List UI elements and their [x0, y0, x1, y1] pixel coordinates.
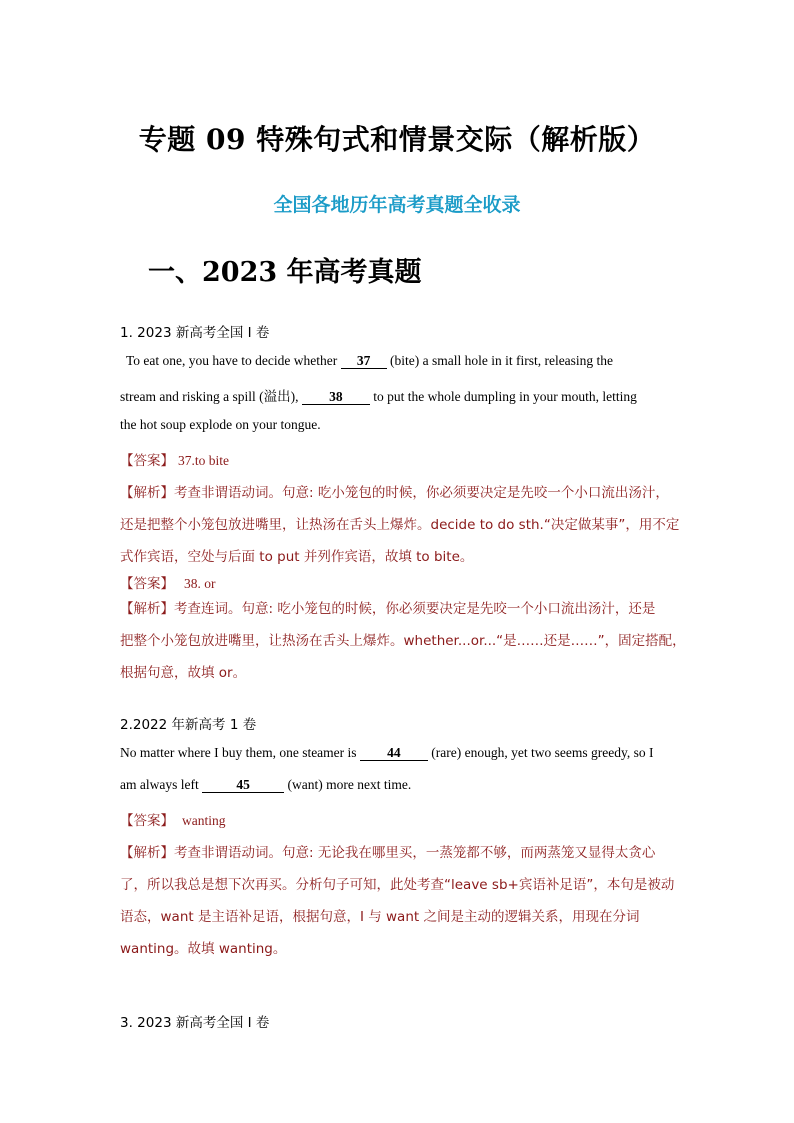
analysis-label: 【解析】: [120, 601, 174, 617]
answer-45: [120, 809, 226, 829]
question-1-line-2: [120, 385, 637, 405]
analysis-38-line-1: [120, 597, 655, 617]
question-3-header: 3. 2023 新高考全国 I 卷: [120, 1015, 270, 1031]
document-title: 专题 09 特殊句式和情景交际（解析版）: [138, 123, 656, 156]
q2-text: (rare) enough, yet two seems greedy, so I: [427, 745, 654, 760]
answer-label: 【答案】: [120, 453, 174, 469]
question-2-line-1: [120, 745, 653, 761]
analysis-37-line-1: [120, 481, 669, 501]
answer-label: 【答案】: [120, 576, 174, 592]
blank-45: 45: [202, 777, 284, 793]
q1-text: stream and risking a spill (溢出),: [120, 389, 302, 404]
analysis-45-line-1: [120, 841, 655, 861]
answer-value: wanting: [182, 813, 226, 828]
q1-text: to put the whole dumpling in your mouth, letting: [369, 389, 637, 404]
analysis-label: 【解析】: [120, 845, 174, 861]
analysis-37-line-2: 还是把整个小笼包放进嘴里，让热汤在舌头上爆炸。decide to do sth.“决定做某事”，用不定: [120, 517, 680, 533]
question-1-line-3: the hot soup explode on your tongue.: [120, 417, 321, 432]
analysis-45-line-2: 了，所以我总是想下次再买。分析句子可知，此处考查“leave sb+宾语补足语”，本句是被动: [120, 877, 675, 893]
answer-value: 38. or: [184, 576, 216, 591]
answer-value: 37.to bite: [178, 453, 229, 468]
analysis-text: 考查非谓语动词。句意: 吃小笼包的时候，你必须要决定是先咬一个小口流出汤汁，: [174, 485, 669, 501]
q1-text: To eat one, you have to decide whether: [126, 353, 341, 368]
question-1-line-1: [126, 353, 613, 369]
answer-38: [120, 572, 216, 592]
blank-38: 38: [302, 389, 370, 405]
q2-text: No matter where I buy them, one steamer is: [120, 745, 360, 760]
question-2-header: 2.2022 年新高考 1 卷: [120, 717, 257, 733]
analysis-45-line-4: wanting。故填 wanting。: [120, 941, 287, 957]
analysis-38-line-3: 根据句意，故填 or。: [120, 665, 247, 681]
question-1-header: 1. 2023 新高考全国 I 卷: [120, 325, 270, 341]
analysis-text: 考查非谓语动词。句意: 无论我在哪里买，一蒸笼都不够，而两蒸笼又显得太贪心: [174, 845, 656, 861]
question-2-line-2: [120, 777, 411, 793]
analysis-label: 【解析】: [120, 485, 174, 501]
analysis-37-line-3: 式作宾语，空处与后面 to put 并列作宾语，故填 to bite。: [120, 549, 474, 565]
answer-37: [120, 449, 229, 469]
q2-text: (want) more next time.: [284, 777, 412, 792]
analysis-38-line-2: 把整个小笼包放进嘴里，让热汤在舌头上爆炸。whether...or...“是……还是……”，固定搭配，: [120, 633, 686, 649]
q2-text: am always left: [120, 777, 203, 792]
answer-label: 【答案】: [120, 813, 174, 829]
section-heading: 一、2023 年高考真题: [148, 257, 422, 288]
document-subtitle: 全国各地历年高考真题全收录: [273, 194, 521, 216]
analysis-text: 考查连词。句意: 吃小笼包的时候，你必须要决定是先咬一个小口流出汤汁，还是: [174, 601, 656, 617]
analysis-45-line-3: 语态，want 是主语补足语，根据句意，I 与 want 之间是主动的逻辑关系，用现在分词: [120, 909, 640, 925]
blank-37: 37: [341, 353, 387, 369]
q1-text: (bite) a small hole in it first, releasing the: [386, 353, 614, 368]
blank-44: 44: [360, 745, 428, 761]
